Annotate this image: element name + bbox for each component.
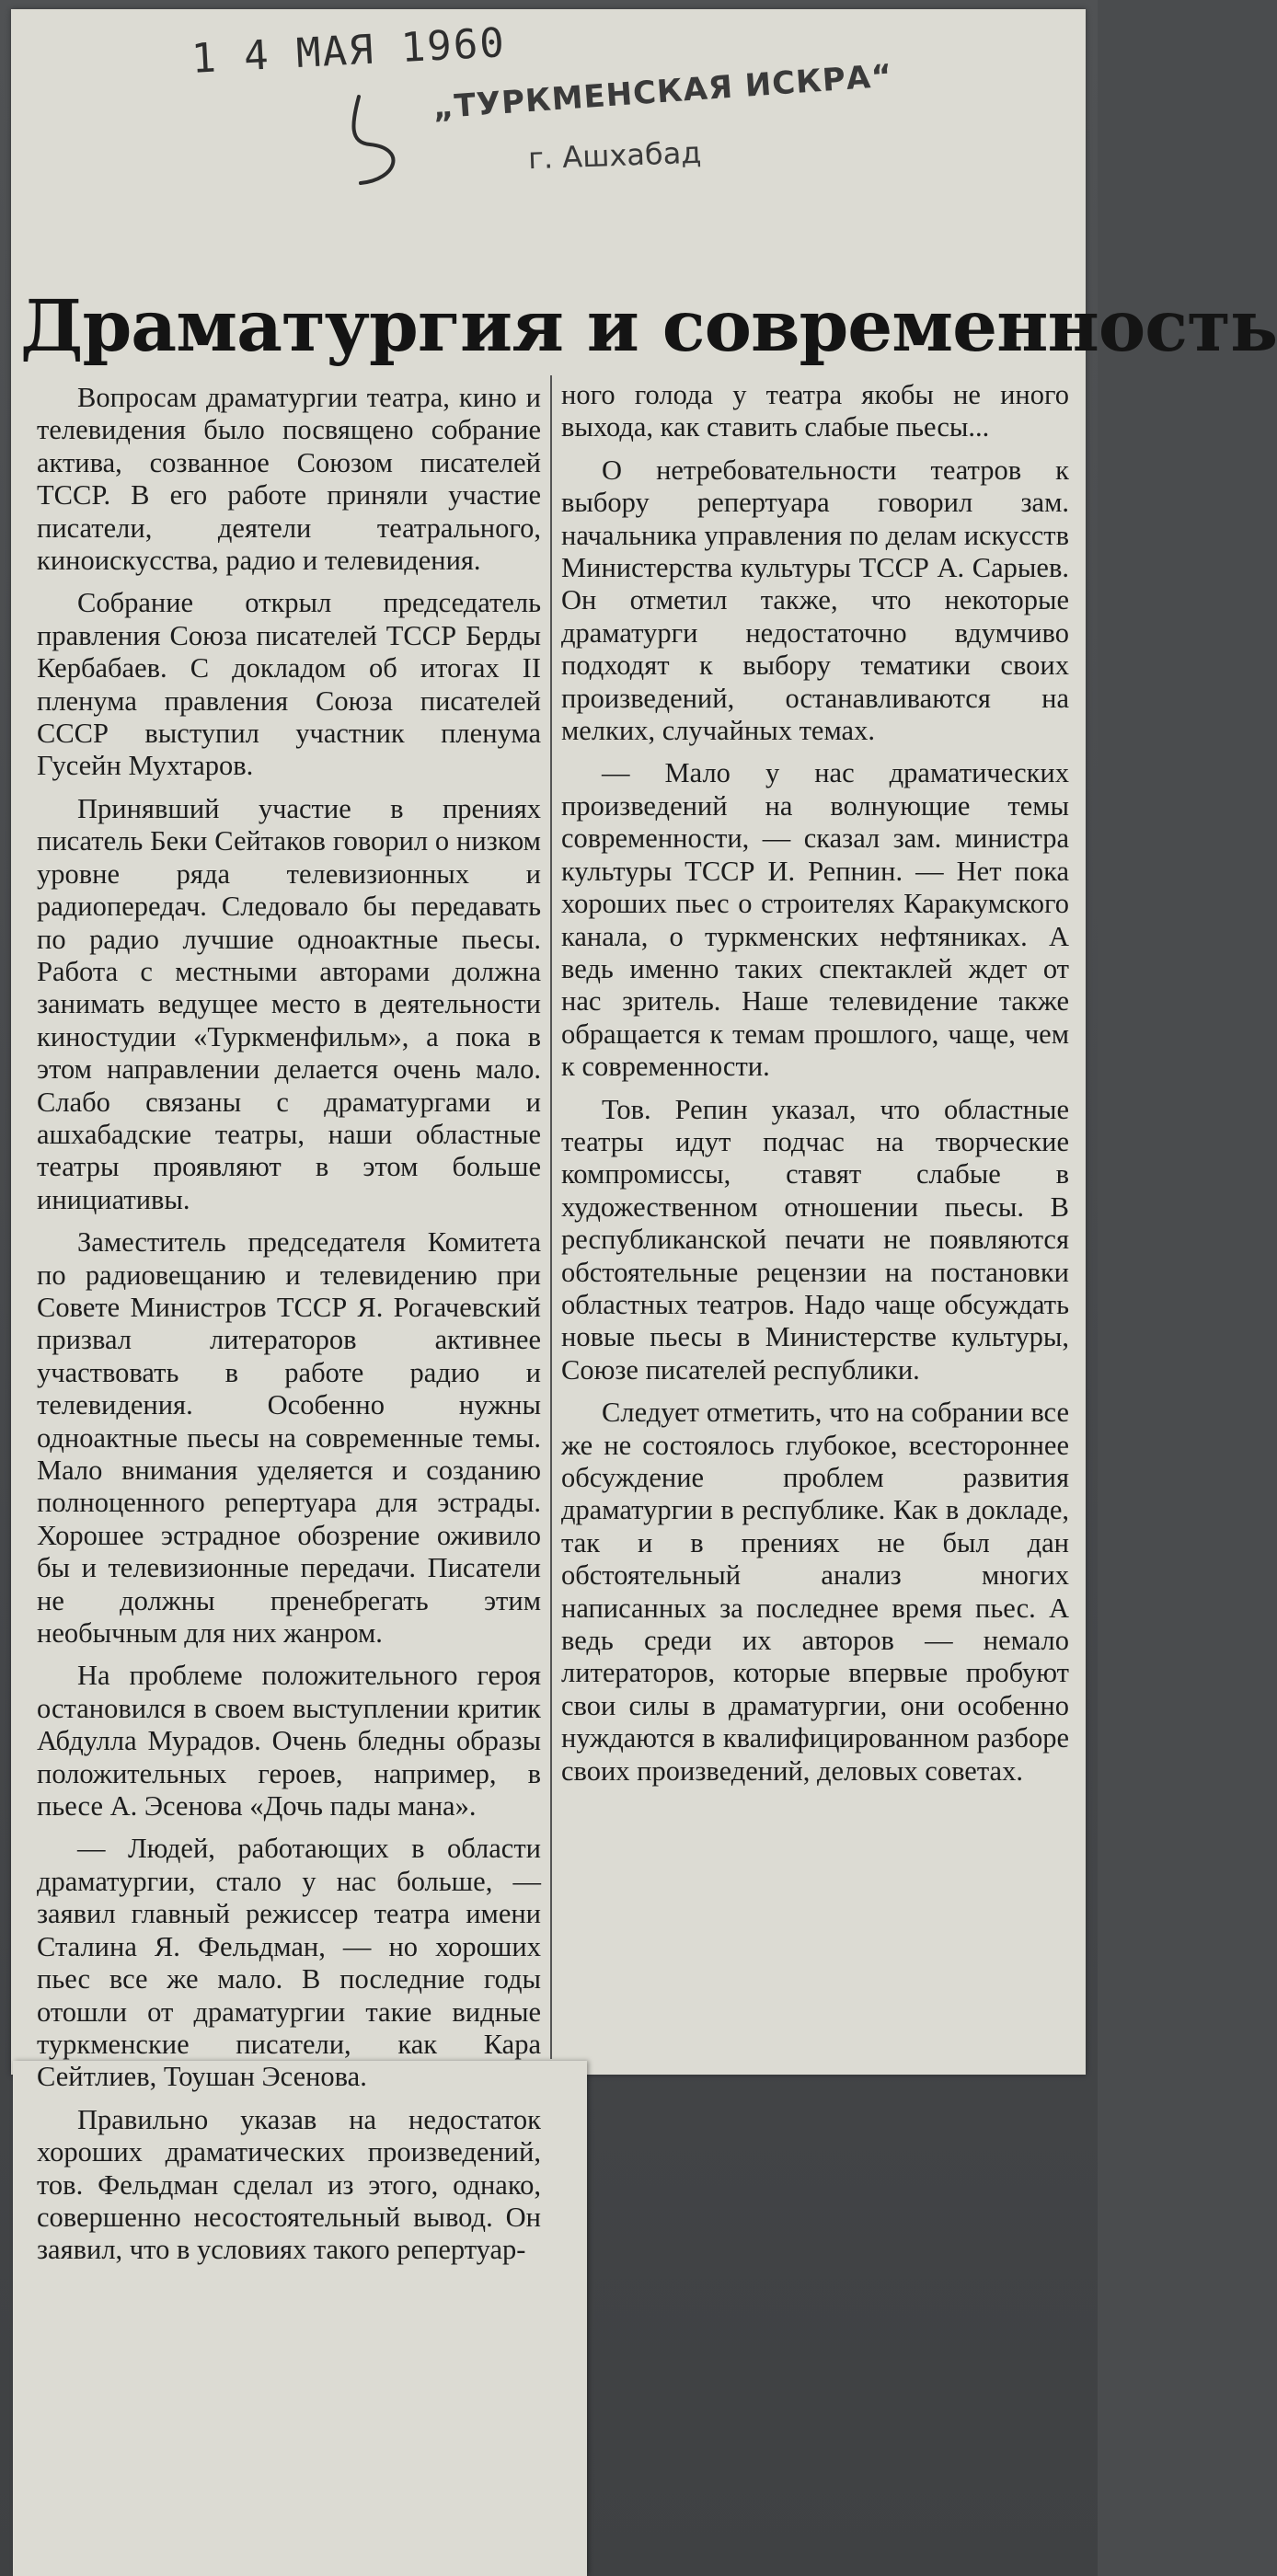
paragraph: — Людей, работающих в области драматургии, стало у нас больше, — заявил главный режиссер театра имени Сталина Я. Фельдман, — но хороших пьес все же мало. В последние годы отошли от драматургии такие видные туркменские писатели, как Кара Сейтлиев, Тоушан Эсенова. <box>37 1833 541 2093</box>
paragraph: Вопросам драматургии театра, кино и телевидения было посвящено собрание актива, созванное Союзом писателей ТССР. В его работе приняли участие писатели, деятели театрального, киноискусства, радио и телевидения. <box>37 382 541 577</box>
article-right-column <box>561 379 1069 1798</box>
paragraph: Принявший участие в прениях писатель Беки Сейтаков говорил о низком уровне ряда телевизионных и радиопередач. Следовало бы передавать по радио лучшие одноактные пьесы. Работа с местными авторами должна занимать ведущее место в деятельности киностудии «Туркменфильм», а пока в этом направлении делается очень мало. Слабо связаны с драматургами и ашхабадские театры, наши областные театры проявляют в этом больше инициативы. <box>37 792 541 1215</box>
archive-date-stamp: 1 4 МАЯ 1960 <box>190 19 507 83</box>
article-left-column <box>37 382 541 2277</box>
paragraph: — Мало у нас драматических произведений на волнующие темы современности, — сказал зам. министра культуры ТССР И. Репнин. — Нет пока хороших пьес о строителях Каракумского канала, о туркменских нефтяниках. А ведь именно таких спектаклей ждет от нас зритель. Наше телевидение также обращается к темам прошлого, чаще, чем к современности. <box>561 757 1069 1083</box>
paragraph: Следует отметить, что на собрании все же не состоялось глубокое, всестороннее обсуждение проблем развития драматургии в республике. Как в докладе, так и в прениях не был дан обстоятельный анализ многих написанных за последнее время пьес. А ведь среди их авторов — немало литераторов, которые впервые пробуют свои силы в драматургии, они особенно нуждаются в квалифицированном разборе своих произведений, деловых советах. <box>561 1397 1069 1787</box>
paragraph: Собрание открыл председатель правления Союза писателей ТССР Берды Кербабаев. С докладом об итогах II пленума правления Союза писателей СССР выступил участник пленума Гусейн Мухтаров. <box>37 587 541 782</box>
column-divider <box>550 375 552 2059</box>
paragraph: Правильно указав на недостаток хороших драматических произведений, тов. Фельдман сделал из этого, однако, совершенно несостоятельный вывод. Он заявил, что в условиях такого репертуар- <box>37 2103 541 2266</box>
article-headline: Драматургия и современность <box>20 285 1277 368</box>
paragraph: Тов. Репин указал, что областные театры идут подчас на творческие компромиссы, ставят слабые в художественном отношении пьесы. В республиканской печати не появляются обстоятельные рецензии на постановки областных театров. Надо чаще обсуждать новые пьесы в Министерстве культуры, Союзе писателей республики. <box>561 1093 1069 1386</box>
paragraph: ного голода у театра якобы не иного выхода, как ставить слабые пьесы... <box>561 379 1069 443</box>
city-stamp: г. Ашхабад <box>527 134 702 177</box>
paragraph: На проблеме положительного героя остановился в своем выступлении критик Абдулла Мурадов. Очень бледны образы положительных героев, например, в пьесе А. Эсенова «Дочь пады мана». <box>37 1660 541 1823</box>
paragraph: Заместитель председателя Комитета по радиовещанию и телевидению при Совете Министров ТССР Я. Рогачевский призвал литераторов активнее участвовать в работе радио и телевидения. Особенно нужны одноактные пьесы на современные темы. Мало внимания уделяется и созданию полноценного репертуара для эстрады. Хорошее эстрадное обозрение оживило бы и телевизионные передачи. Писатели не должны пренебрегать этим необычным для них жанром. <box>37 1226 541 1650</box>
paragraph: О нетребовательности театров к выбору репертуара говорил зам. начальника управления по делам искусств Министерства культуры ТССР А. Сарыев. Он отметил также, что некоторые драматурги недостаточно вдумчиво подходят к выбору тематики своих произведений, останавливаются на мелких, случайных темах. <box>561 454 1069 747</box>
newspaper-name-stamp: „ТУРКМЕНСКАЯ ИСКРА“ <box>431 57 894 127</box>
